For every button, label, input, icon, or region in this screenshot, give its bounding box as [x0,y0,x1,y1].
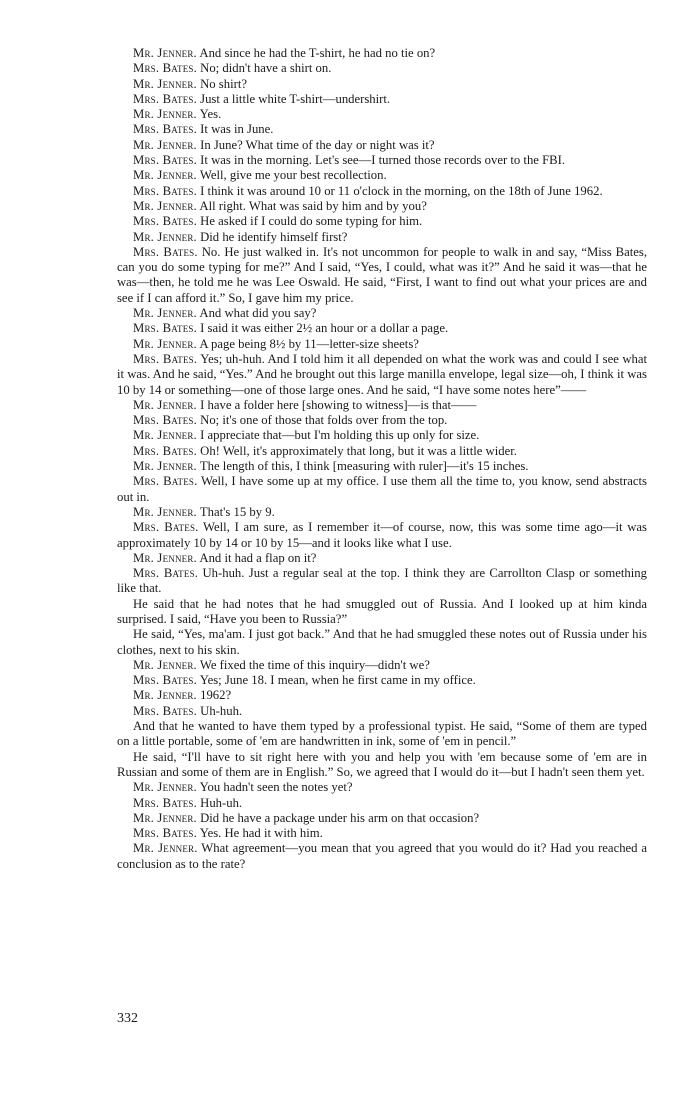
speaker-label: Mr. Jenner. [133,657,197,672]
paragraph-text: Did he identify himself first? [200,229,348,244]
speaker-label: Mrs. Bates. [133,61,197,76]
speaker-label: Mrs. Bates. [133,91,197,106]
paragraph-text: What agreement—you mean that you agreed that you would do it? Had you reached a conclusion as to the rate? [117,841,648,871]
paragraph [117,184,647,199]
speaker-label: Mrs. Bates. [133,520,199,535]
paragraph-text: No shirt? [200,76,247,91]
paragraph-text: Oh! Well, it's approximately that long, but it was a little wider. [200,443,517,458]
speaker-label: Mr. Jenner. [133,229,197,244]
paragraph-text: Uh-huh. [200,703,243,718]
paragraph-text: And what did you say? [199,306,317,321]
speaker-label: Mr. Jenner. [133,841,198,856]
paragraph [117,230,647,245]
speaker-label: Mrs. Bates. [133,321,197,336]
paragraph-text: And it had a flap on it? [199,550,317,565]
paragraph [117,77,647,92]
speaker-label: Mr. Jenner. [133,198,197,213]
paragraph [117,199,647,214]
speaker-label: Mr. Jenner. [133,504,197,519]
speaker-label: Mr. Jenner. [133,428,197,443]
paragraph [117,673,647,688]
paragraph [117,474,647,505]
speaker-label: Mr. Jenner. [133,137,197,152]
paragraph [117,413,647,428]
paragraph-text: Yes; uh-huh. And I told him it all depended on what the work was and could I see what it was. And he said, “Yes.” And he brought out this large manilla envelope, legal size—oh, I think it was 10 by 14 or something—one of those large ones. And he said, “I have some notes here”—— [117,351,647,397]
paragraph-text: No; didn't have a shirt on. [200,61,332,76]
paragraph [117,214,647,229]
speaker-label: Mr. Jenner. [133,336,197,351]
paragraph [117,352,647,398]
speaker-label: Mr. Jenner. [133,306,197,321]
paragraph-text: No; it's one of those that folds over from the top. [200,413,448,428]
speaker-label: Mr. Jenner. [133,397,197,412]
paragraph [117,428,647,443]
paragraph-text: Did he have a package under his arm on that occasion? [200,810,480,825]
paragraph-text: Just a little white T-shirt—undershirt. [200,91,391,106]
speaker-label: Mrs. Bates. [133,826,197,841]
speaker-label: Mr. Jenner. [133,168,197,183]
paragraph [117,168,647,183]
paragraph-text: Well, I have some up at my office. I use them all the time to, you know, send abstracts out in. [117,474,647,504]
paragraph-text: In June? What time of the day or night was it? [200,137,435,152]
paragraph-text: Yes. He had it with him. [199,826,323,841]
paragraph-text: You hadn't seen the notes yet? [199,780,353,795]
paragraph-text: No. He just walked in. It's not uncommon for people to walk in and say, “Miss Bates, can you do some typing for me?” And I said, “Yes, I could, what was it?” And he said it was—that he was—then, he told me he was Lee Oswald. He said, “First, I want to find out what your prices are and see if I can afford it.” So, I gave him my price. [117,244,647,305]
paragraph-text: We fixed the time of this inquiry—didn't we? [199,657,430,672]
paragraph [117,459,647,474]
paragraph-text: Uh-huh. Just a regular seal at the top. I think they are Carrollton Clasp or something like that. [117,566,647,596]
paragraph-text: I think it was around 10 or 11 o'clock in the morning, on the 18th of June 1962. [200,183,603,198]
paragraph-text: I have a folder here [showing to witness]—is that—— [200,397,477,412]
speaker-label: Mrs. Bates. [133,673,197,688]
page-number: 332 [117,1011,138,1026]
paragraph [117,245,647,306]
paragraph-text: It was in the morning. Let's see—I turned those records over to the FBI. [200,153,566,168]
speaker-label: Mr. Jenner. [133,550,197,565]
paragraph [117,306,647,321]
speaker-label: Mrs. Bates. [133,183,197,198]
paragraph [117,153,647,168]
paragraph [117,750,647,781]
paragraph [117,658,647,673]
paragraph [117,826,647,841]
paragraph [117,551,647,566]
paragraph-text: It was in June. [200,122,274,137]
paragraph-text: Huh-uh. [200,795,243,810]
paragraph-text: He said, “I'll have to sit right here with you and help you with 'em because some of 'em are in Russian and some of them are in English.” So, we agreed that I would do it—but I hadn't seen them yet. [117,749,647,779]
speaker-label: Mr. Jenner. [133,688,197,703]
paragraph-text: A page being 8½ by 11—letter-size sheets? [199,336,419,351]
paragraph [117,841,647,872]
paragraph [117,444,647,459]
speaker-label: Mr. Jenner. [133,46,197,60]
paragraph [117,46,647,61]
paragraph [117,505,647,520]
paragraph [117,107,647,122]
paragraph [117,627,647,658]
paragraph-text: That's 15 by 9. [199,504,275,519]
speaker-label: Mrs. Bates. [133,244,198,259]
paragraph [117,566,647,597]
paragraph-text: And that he wanted to have them typed by a professional typist. He said, “Some of them are typed on a little portable, some of 'em are handwritten in ink, some of 'em in pencil.” [117,719,647,749]
paragraph [117,780,647,795]
speaker-label: Mr. Jenner. [133,76,197,91]
speaker-label: Mrs. Bates. [133,153,197,168]
speaker-label: Mrs. Bates. [133,474,198,489]
speaker-label: Mr. Jenner. [133,810,197,825]
paragraph [117,796,647,811]
speaker-label: Mrs. Bates. [133,443,197,458]
paragraph-text: He said, “Yes, ma'am. I just got back.” And that he had smuggled these notes out of Russia under his clothes, next to his skin. [117,627,647,657]
paragraph-text: I said it was either 2½ an hour or a dollar a page. [200,321,449,336]
paragraph-text: Yes; June 18. I mean, when he first came in my office. [199,673,476,688]
paragraph [117,520,647,551]
paragraph [117,61,647,76]
paragraph [117,398,647,413]
transcript-body [117,46,647,872]
paragraph [117,688,647,703]
paragraph [117,811,647,826]
paragraph [117,138,647,153]
paragraph [117,321,647,336]
speaker-label: Mrs. Bates. [133,566,199,581]
paragraph-text: And since he had the T-shirt, he had no tie on? [199,46,436,60]
paragraph-text: All right. What was said by him and by you? [199,198,427,213]
paragraph [117,719,647,750]
speaker-label: Mrs. Bates. [133,351,198,366]
speaker-label: Mr. Jenner. [133,459,197,474]
paragraph [117,92,647,107]
paragraph-text: Yes. [199,107,222,122]
paragraph [117,122,647,137]
speaker-label: Mrs. Bates. [133,413,197,428]
paragraph-text: Well, I am sure, as I remember it—of course, now, this was some time ago—it was approximately 10 by 14 or 10 by 15—and it looks like what I use. [117,520,647,550]
speaker-label: Mrs. Bates. [133,214,197,229]
paragraph [117,704,647,719]
paragraph [117,597,647,628]
speaker-label: Mrs. Bates. [133,122,197,137]
speaker-label: Mrs. Bates. [133,703,197,718]
speaker-label: Mr. Jenner. [133,107,197,122]
paragraph-text: He said that he had notes that he had smuggled out of Russia. And I looked up at him kinda surprised. I said, “Have you been to Russia?” [117,596,647,626]
paragraph-text: He asked if I could do some typing for him. [200,214,423,229]
paragraph-text: Well, give me your best recollection. [199,168,387,183]
speaker-label: Mrs. Bates. [133,795,197,810]
paragraph-text: I appreciate that—but I'm holding this up only for size. [200,428,480,443]
speaker-label: Mr. Jenner. [133,780,197,795]
paragraph-text: 1962? [200,688,232,703]
paragraph [117,337,647,352]
paragraph-text: The length of this, I think [measuring with ruler]—it's 15 inches. [199,459,529,474]
